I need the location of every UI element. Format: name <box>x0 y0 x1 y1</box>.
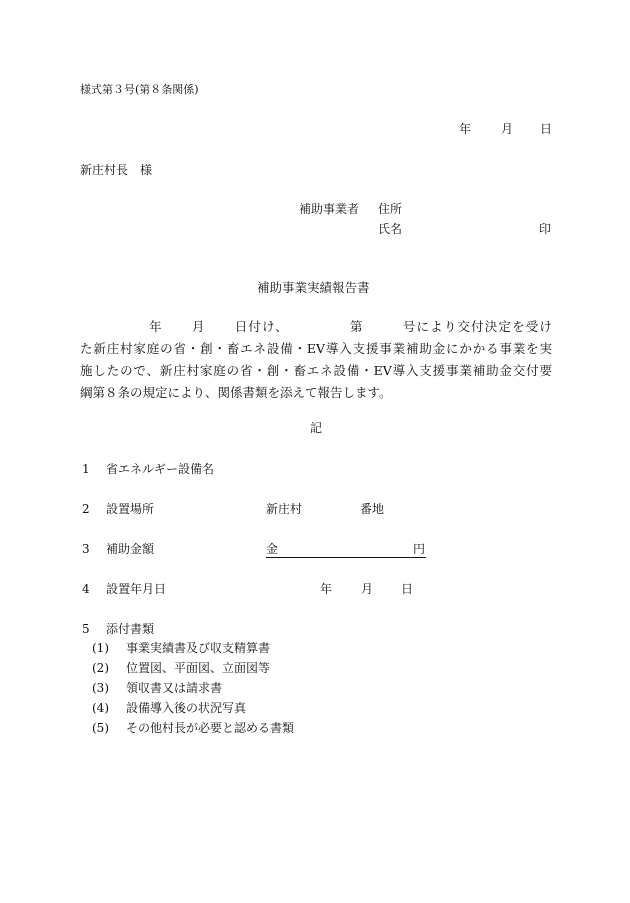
attachment-2-text: 位置図、平面図、立面図等 <box>126 661 271 675</box>
item-4-day: 日 <box>401 582 414 596</box>
item-4-number: 4 <box>82 582 90 596</box>
document-title: 補助事業実績報告書 <box>257 280 370 295</box>
attachment-5-text: その他村長が必要と認める書類 <box>126 721 295 735</box>
attachment-2-number: (2) <box>92 661 109 675</box>
date-month: 月 <box>501 122 514 136</box>
body-line-1: 年 月 日付け、 第 号により交付決定を受け <box>148 319 552 334</box>
date-year: 年 <box>459 122 472 136</box>
item-2-banchi: 番地 <box>360 502 385 516</box>
item-3-yen: 円 <box>413 542 426 556</box>
amount-underline <box>266 542 426 558</box>
body-line-3: 施したので、新庄村家庭の省・創・畜エネ設備・EV導入支援事業補助金交付要 <box>80 363 552 378</box>
date-day: 日 <box>540 122 553 136</box>
item-2-number: 2 <box>82 502 90 516</box>
item-4-label: 設置年月日 <box>106 582 167 596</box>
item-3-number: 3 <box>82 542 90 556</box>
attachment-3-number: (3) <box>92 681 109 695</box>
item-2-village: 新庄村 <box>266 502 303 516</box>
item-4-month: 月 <box>361 582 374 596</box>
form-number: 様式第３号(第８条関係) <box>80 83 199 96</box>
seal-mark: 印 <box>539 222 552 236</box>
name-label: 氏名 <box>378 222 403 236</box>
item-3-label: 補助金額 <box>106 542 155 556</box>
ki-heading: 記 <box>310 421 323 435</box>
body-line-4: 綱第８条の規定により、関係書類を添えて報告します。 <box>80 385 392 400</box>
item-2-label: 設置場所 <box>106 502 155 516</box>
addressee: 新庄村長 様 <box>80 163 153 177</box>
attachment-1-text: 事業実績書及び収支精算書 <box>126 641 271 655</box>
item-4-year: 年 <box>320 582 333 596</box>
item-3-kin: 金 <box>266 542 279 556</box>
item-5-number: 5 <box>82 622 90 636</box>
attachment-1-number: (1) <box>92 641 109 655</box>
address-label: 住所 <box>378 202 403 216</box>
body-line-2: た新庄村家庭の省・創・畜エネ設備・EV導入支援事業補助金にかかる事業を実 <box>80 341 552 356</box>
item-5-label: 添付書類 <box>106 622 155 636</box>
attachment-5-number: (5) <box>92 721 109 735</box>
applicant-title: 補助事業者 <box>299 202 360 216</box>
item-1-label: 省エネルギー設備名 <box>106 462 215 476</box>
attachment-3-text: 領収書又は請求書 <box>126 681 223 695</box>
attachment-4-text: 設備導入後の状況写真 <box>126 701 247 715</box>
attachment-4-number: (4) <box>92 701 109 715</box>
body-paragraph <box>80 316 552 404</box>
item-1-number: 1 <box>82 462 90 476</box>
